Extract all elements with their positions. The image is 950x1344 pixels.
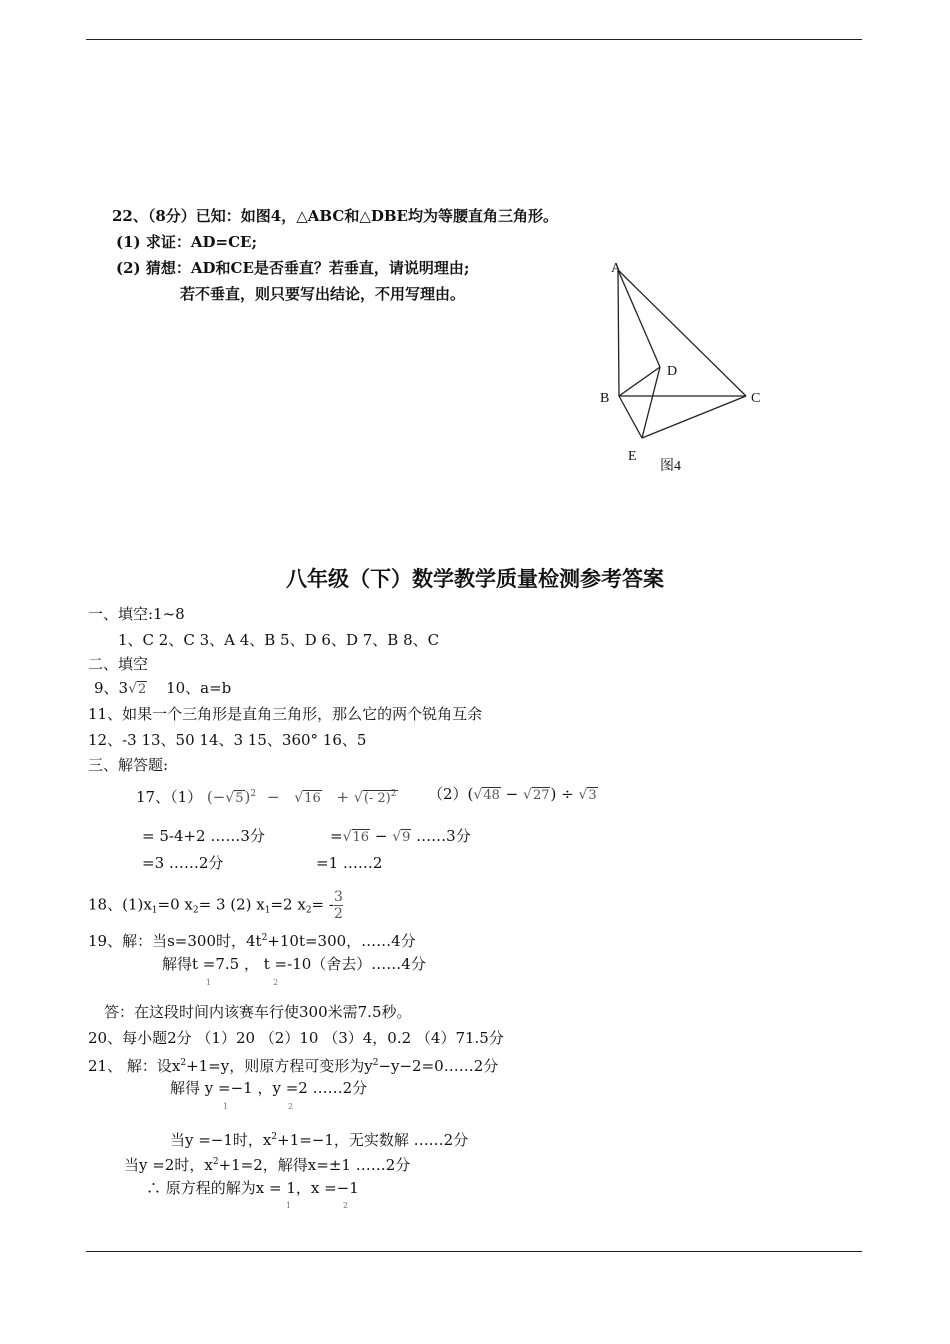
q9-radicand: 2 [138, 682, 147, 697]
q17-expression-2 [428, 784, 598, 806]
q17-1-close: ) [244, 788, 251, 806]
q12-16-answers: 12、-3 13、50 14、3 15、360° 16、5 [88, 731, 367, 749]
q21-l2-sub-1: 1 [223, 1102, 229, 1111]
q21-line2: 解得 y =−1 ，y =2 ……2分 [170, 1079, 368, 1097]
edge-ad [618, 270, 660, 367]
q17-1-step2: =3 ……2分 [142, 854, 224, 872]
q18-answer: 18、$(1)x_1=0$ $x_2= 3$ (2) $x_1=2$ $x_2=$ - $\frac{3}{2}$ [88, 889, 343, 922]
edge-be [619, 396, 642, 438]
q17-2-radicand-2: 27 [532, 788, 550, 803]
figure-caption: 图4 [660, 459, 681, 474]
edge-ce [642, 396, 746, 438]
q21-l5-sub-1: 1 [286, 1201, 292, 1210]
q17-2-radicand-1: 48 [483, 788, 500, 803]
footer-rule [86, 1251, 862, 1252]
q19-answer-line: 答：在这段时间内该赛车行使300米需7.5秒。 [104, 1003, 412, 1021]
q22-statement: 22、（8分）已知：如图4，△ABC和△DBE均为等腰直角三角形。 [112, 207, 558, 225]
radical-icon: √ [128, 681, 138, 697]
radical-icon: √ [473, 787, 483, 803]
q17-1-radicand-3: (- 2)$^2$ [363, 789, 397, 806]
radical-icon: √ [392, 829, 402, 845]
q19-line2: 解得t =7.5 ， t =-10（舍去）……4分 [162, 955, 426, 973]
edge-ac [618, 270, 746, 396]
edge-ab [618, 270, 619, 396]
q17-2-step2: =1 ……2 [316, 854, 383, 872]
q19-sub-2: 2 [273, 978, 279, 987]
q19-sub-1: 1 [206, 978, 212, 987]
q9-q10-answer [94, 678, 231, 700]
label-c: C [751, 391, 761, 406]
q17-2-step1-radicand-1: 16 [352, 830, 370, 845]
triangle-figure [590, 255, 780, 480]
fraction-three-halves: $\frac{3}{2}$ [333, 889, 343, 922]
q21-line1: 21、 解：设$x^2+1=y$，则原方程可变形为$y^2-y-2=0\dots\dots 2$分 [88, 1057, 499, 1075]
q17-1-radicand-2: 16 [304, 791, 321, 806]
label-b: B [600, 391, 610, 406]
q21-l2-sub-2: 2 [288, 1102, 294, 1111]
section3-heading: 三、解答题: [88, 756, 169, 774]
q10-answer: 10、a=b [166, 679, 232, 697]
section2-heading: 二、填空 [88, 655, 149, 673]
section1-heading: 一、填空:1~8 [88, 605, 185, 623]
radical-icon: √ [342, 829, 352, 845]
q17-1-step1: = 5-4+2 ……3分 [142, 827, 265, 845]
q17-label: 17、（1） [136, 788, 203, 806]
q21-l5-sub-2: 2 [343, 1201, 349, 1210]
radical-icon: √ [353, 790, 363, 806]
q21-line3: 当y =−1时，$x^2+1=-1$，无实数解 ……2分 [170, 1131, 469, 1149]
q11-answer: 11、如果一个三角形是直角三角形，那么它的两个锐角互余 [88, 705, 483, 723]
radical-icon: √ [578, 787, 588, 803]
q17-2-step1: =√16 − √9 ……3分 [330, 827, 471, 845]
q22-part1: (1) 求证：AD=CE; [116, 233, 257, 251]
q17-2-minus: − [505, 785, 519, 803]
q22-part2-cont: 若不垂直，则只要写出结论，不用写理由。 [180, 285, 466, 303]
q17-1-exponent: 2 [250, 789, 257, 799]
q21-line5: ∴ 原方程的解为x = 1，x =−1 [146, 1179, 359, 1197]
q17-2-step1-radicand-2: 9 [402, 830, 411, 845]
q22-part2: (2) 猜想：AD和CE是否垂直？若垂直，请说明理由; [116, 259, 470, 277]
q17-2-radicand-3: 3 [588, 788, 597, 803]
label-e: E [628, 449, 637, 464]
q17-expression-1 [136, 784, 398, 809]
q17-2-label: （2）( [428, 785, 474, 803]
radical-icon: √ [523, 787, 532, 803]
answers-title: 八年级（下）数学教学质量检测参考答案 [286, 566, 664, 591]
q17-2-divide: ) ÷ [550, 785, 574, 803]
q17-1-minus: − [266, 788, 280, 806]
label-a: A [611, 261, 622, 276]
radical-icon: √ [225, 790, 235, 806]
label-d: D [667, 364, 678, 379]
q20-answer: 20、每小题2分 （1）20 （2）10 （3）4，0.2 （4）71.5分 [88, 1029, 504, 1047]
section1-answers: 1、C 2、C 3、A 4、B 5、D 6、D 7、B 8、C [118, 631, 440, 649]
q17-1-open: (− [206, 788, 226, 806]
q17-1-radicand-1: 5 [235, 791, 244, 806]
header-rule [86, 39, 862, 40]
q19-line1: 19、解：当s=300时，$4t^2+10t=300$，……4分 [88, 932, 416, 950]
radical-icon: √ [294, 790, 304, 806]
q9-prefix: 9、3 [94, 679, 129, 697]
q17-1-plus: + [336, 788, 350, 806]
q21-line4: 当y =2时，$x^2+1=2$，解得x=±1 ……2分 [124, 1156, 411, 1174]
